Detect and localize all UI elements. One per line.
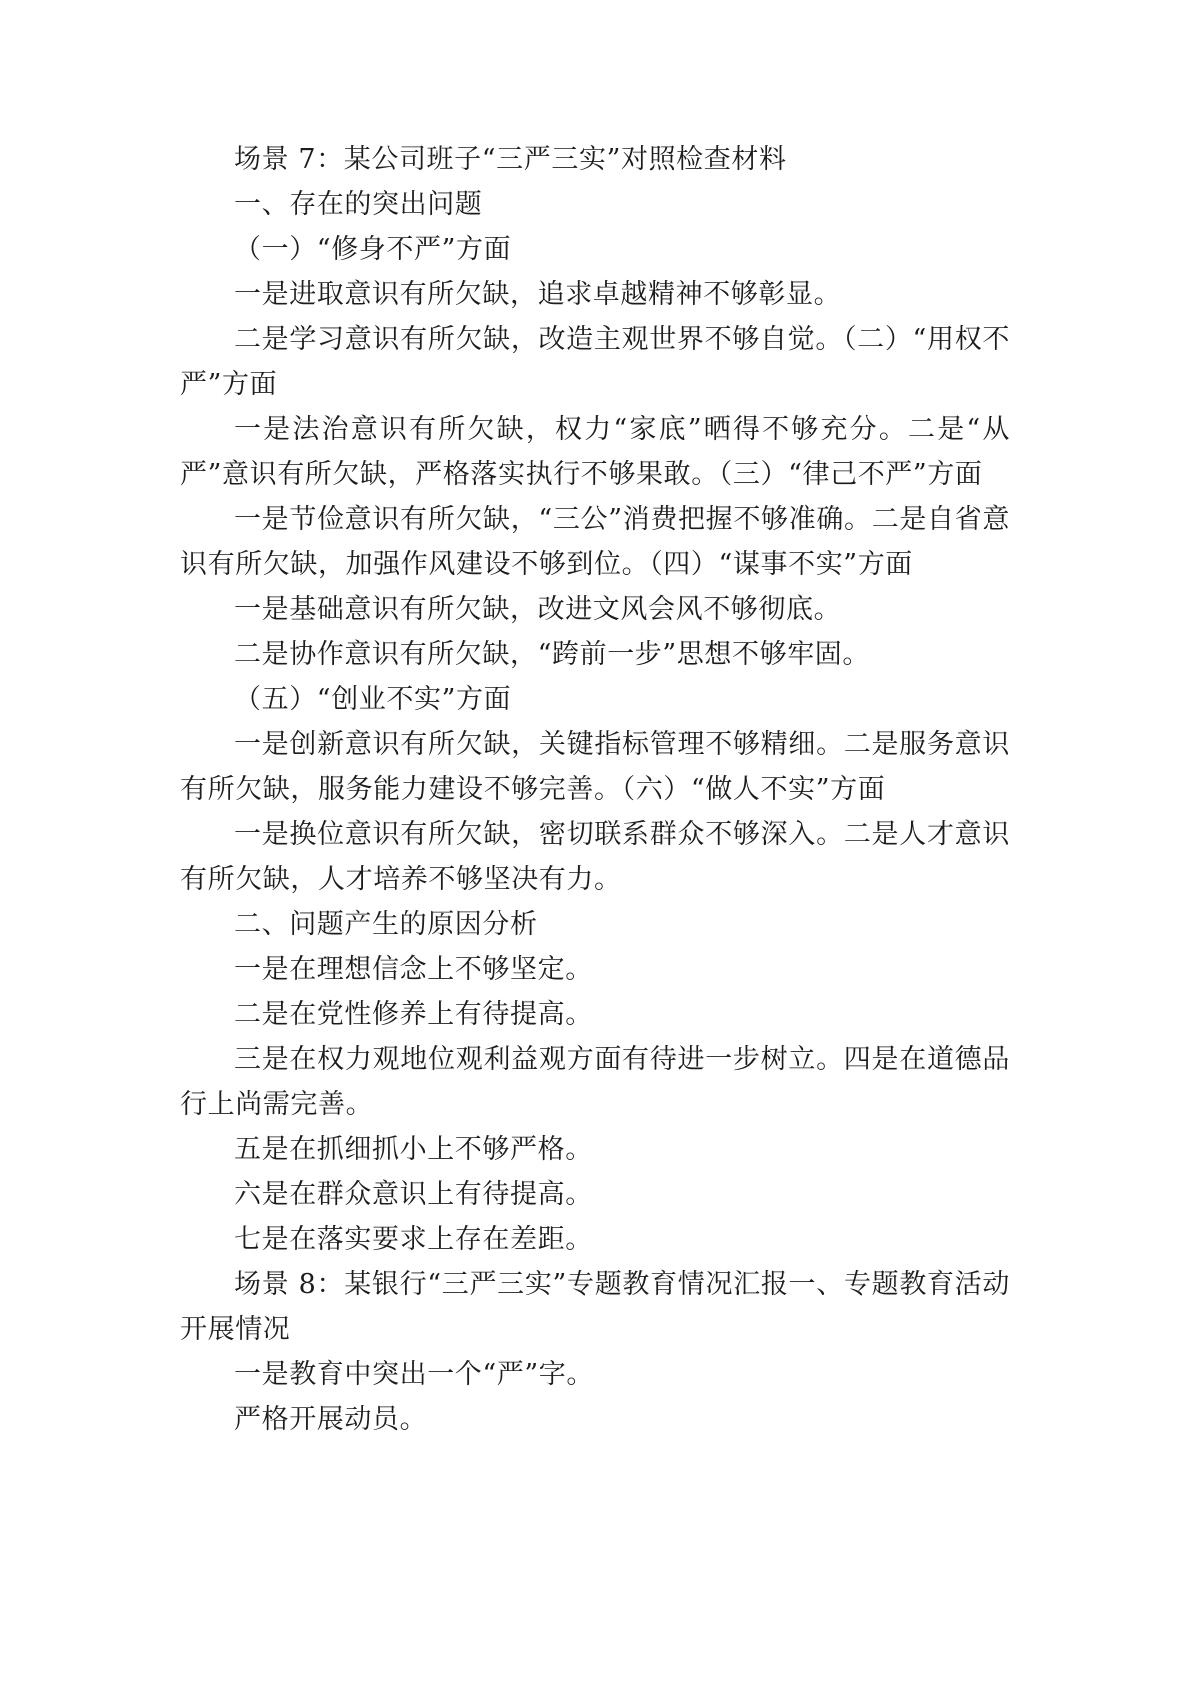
paragraph: 五是在抓细抓小上不够严格。 xyxy=(234,1134,593,1165)
scene-7-title: 场景 7：某公司班子“三严三实”对照检查材料 xyxy=(234,144,787,175)
paragraph: 二是在党性修养上有待提高。 xyxy=(234,999,593,1030)
scene-8-title: 场景 8：某银行“三严三实”专题教育情况汇报一、专题教育活动开展情况 xyxy=(180,1269,1010,1345)
paragraph: 一是基础意识有所欠缺，改进文风会风不够彻底。 xyxy=(234,594,842,625)
section-heading-problems: 一、存在的突出问题 xyxy=(234,189,483,220)
subsection-heading-1: （一）“修身不严”方面 xyxy=(234,234,512,265)
paragraph: 一是在理想信念上不够坚定。 xyxy=(234,954,593,985)
paragraph: 一是创新意识有所欠缺，关键指标管理不够精细。二是服务意识有所欠缺，服务能力建设不够完善。（六）“做人不实”方面 xyxy=(180,729,1010,805)
paragraph: 一是法治意识有所欠缺，权力“家底”晒得不够充分。二是“从严”意识有所欠缺，严格落实执行不够果敢。（三）“律己不严”方面 xyxy=(180,414,1010,490)
paragraph: 一是进取意识有所欠缺，追求卓越精神不够彰显。 xyxy=(234,279,842,310)
paragraph: 三是在权力观地位观利益观方面有待进一步树立。四是在道德品行上尚需完善。 xyxy=(180,1044,1010,1120)
paragraph: 六是在群众意识上有待提高。 xyxy=(234,1179,593,1210)
paragraph: 一是节俭意识有所欠缺，“三公”消费把握不够准确。二是自省意识有所欠缺，加强作风建设不够到位。（四）“谋事不实”方面 xyxy=(180,504,1010,580)
paragraph: 一是教育中突出一个“严”字。 xyxy=(234,1359,595,1390)
document-body xyxy=(180,137,1010,1442)
paragraph: 一是换位意识有所欠缺，密切联系群众不够深入。二是人才意识有所欠缺，人才培养不够坚决有力。 xyxy=(180,819,1010,895)
paragraph: 七是在落实要求上存在差距。 xyxy=(234,1224,593,1255)
paragraph: 严格开展动员。 xyxy=(234,1404,428,1435)
paragraph: 二是学习意识有所欠缺，改造主观世界不够自觉。（二）“用权不严”方面 xyxy=(180,324,1010,400)
section-heading-causes: 二、问题产生的原因分析 xyxy=(234,909,538,940)
paragraph: 二是协作意识有所欠缺，“跨前一步”思想不够牢固。 xyxy=(234,639,871,670)
subsection-heading-5: （五）“创业不实”方面 xyxy=(234,684,512,715)
